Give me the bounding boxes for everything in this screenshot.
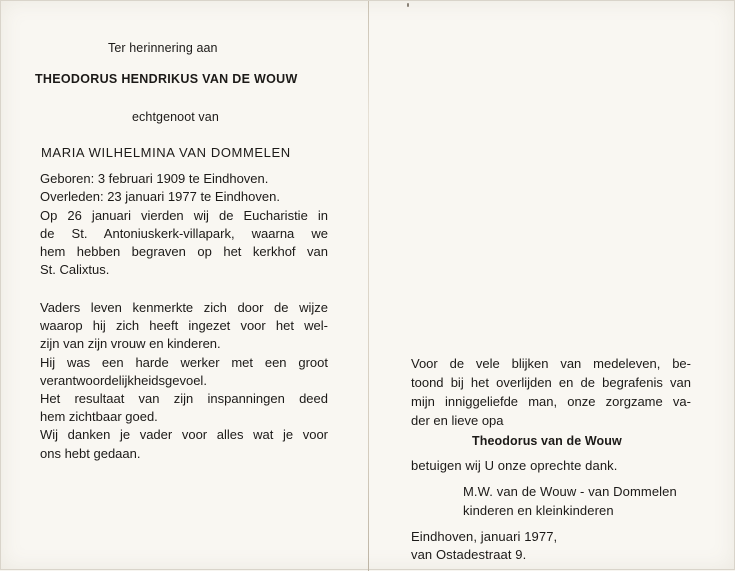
family-address: van Ostadestraat 9.: [411, 547, 527, 562]
tribute-text: Hij was een harde werker met een groot: [40, 354, 328, 370]
tribute-line: [40, 354, 328, 372]
bio-text: hem hebben begraven op het kerkhof van: [40, 244, 328, 260]
death-line: [40, 188, 328, 206]
deceased-name: THEODORUS HENDRIKUS VAN DE WOUW: [35, 72, 298, 86]
spouse-name: MARIA WILHELMINA VAN DOMMELEN: [41, 145, 291, 160]
tribute-line: [40, 408, 328, 426]
bio-line: [40, 207, 328, 225]
tribute-line: [40, 317, 328, 335]
place-date: Eindhoven, januari 1977,: [411, 529, 558, 544]
tribute-text: Vaders leven kenmerkte zich door de wijze: [40, 300, 328, 315]
tribute-text: hem zichtbaar goed.: [40, 409, 158, 425]
bio-line: [40, 225, 328, 243]
bio-line: [40, 261, 328, 279]
tribute-line: [40, 299, 328, 317]
tribute-line: [40, 426, 328, 444]
card-left-panel: [1, 1, 368, 571]
bio-text: de St. Antoniuskerk-villapark, waarna we: [40, 225, 328, 241]
tribute-text: Wij danken je vader voor alles wat je voor: [40, 427, 328, 443]
biography-section: [40, 170, 328, 280]
thanks-closing: betuigen wij U onze oprechte dank.: [411, 458, 618, 473]
thanks-line: [411, 373, 691, 392]
family-members: kinderen en kleinkinderen: [463, 503, 614, 518]
spouse-intro: echtgenoot van: [132, 110, 219, 124]
death-text: Overleden: 23 januari 1977 te Eindhoven.: [40, 189, 280, 205]
tribute-line: [40, 335, 328, 353]
tribute-line: [40, 372, 328, 390]
card-right-panel: [369, 1, 735, 571]
thanks-text: mijn inniggeliefde man, onze zorgzame va-: [411, 394, 691, 409]
thanks-line: [411, 354, 691, 373]
birth-text: Geboren: 3 februari 1909 te Eindhoven.: [40, 171, 269, 186]
thanks-section: [411, 354, 691, 430]
tribute-text: ons hebt gedaan.: [40, 445, 141, 461]
bio-text: St. Calixtus.: [40, 262, 110, 278]
thanks-text: toond bij het overlijden en de begrafenis van: [411, 375, 691, 390]
thanks-text: der en lieve opa: [411, 413, 504, 428]
thanks-deceased-name: Theodorus van de Wouw: [472, 434, 622, 448]
tribute-text: verantwoordelijkheidsgevoel.: [40, 372, 207, 388]
thanks-text: Voor de vele blijken van medeleven, be-: [411, 356, 691, 371]
tribute-line: [40, 390, 328, 408]
tribute-text: zijn van zijn vrouw en kinderen.: [40, 336, 221, 352]
family-signature: M.W. van de Wouw - van Dommelen: [463, 484, 677, 499]
tribute-section: [40, 299, 328, 463]
bio-text: Op 26 januari vierden wij de Eucharistie in: [40, 207, 328, 223]
tribute-text: Het resultaat van zijn inspanningen deed: [40, 391, 328, 407]
thanks-line: [411, 392, 691, 411]
memorial-intro: Ter herinnering aan: [108, 41, 218, 55]
birth-line: [40, 170, 328, 188]
bio-line: [40, 243, 328, 261]
tribute-text: waarop hij zich heeft ingezet voor het wel-: [40, 318, 328, 334]
tribute-line: [40, 445, 328, 463]
thanks-line: [411, 411, 691, 430]
